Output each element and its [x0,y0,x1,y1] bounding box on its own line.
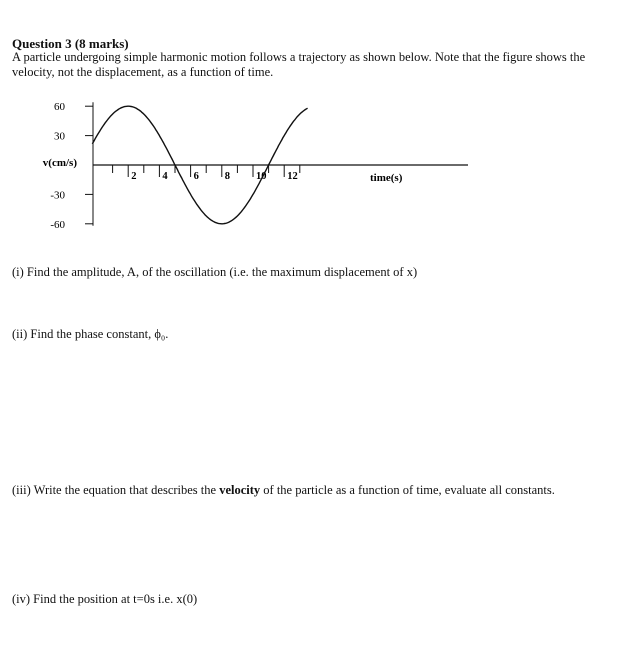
part-iii-question [12,483,555,498]
x-tick-label: 12 [287,171,298,182]
part-iii-bold: velocity [219,483,261,497]
y-tick-label: -60 [50,218,65,231]
part-i-question: (i) Find the amplitude, A, of the oscillation (i.e. the maximum displacement of x) [12,265,418,279]
y-axis-label: v(cm/s) [42,157,77,169]
question-intro: A particle undergoing simple harmonic motion follows a trajectory as shown below. Note that the figure shows the velocity, not the displacement, as a function of time. [12,50,586,79]
x-tick-label: 10 [256,171,267,182]
part-iii-prefix: (iii) Write the equation that describes the [12,483,220,497]
y-tick-label: -30 [50,189,65,202]
x-tick-label: 8 [224,171,231,182]
part-ii-question: (ii) Find the phase constant, ϕ₀. [12,327,169,341]
y-tick-label: 60 [54,101,65,114]
y-tick-label: 30 [54,130,65,143]
x-tick-label: 6 [193,171,199,182]
x-axis-label: time(s) [370,172,403,184]
part-iv-question: (iv) Find the position at t=0s i.e. x(0) [12,592,198,606]
x-tick-label: 2 [131,171,137,182]
question-title: Question 3 (8 marks) [12,36,129,51]
part-iii-suffix: of the particle as a function of time, evaluate all constants. [260,483,555,497]
x-tick-label: 4 [162,171,168,182]
